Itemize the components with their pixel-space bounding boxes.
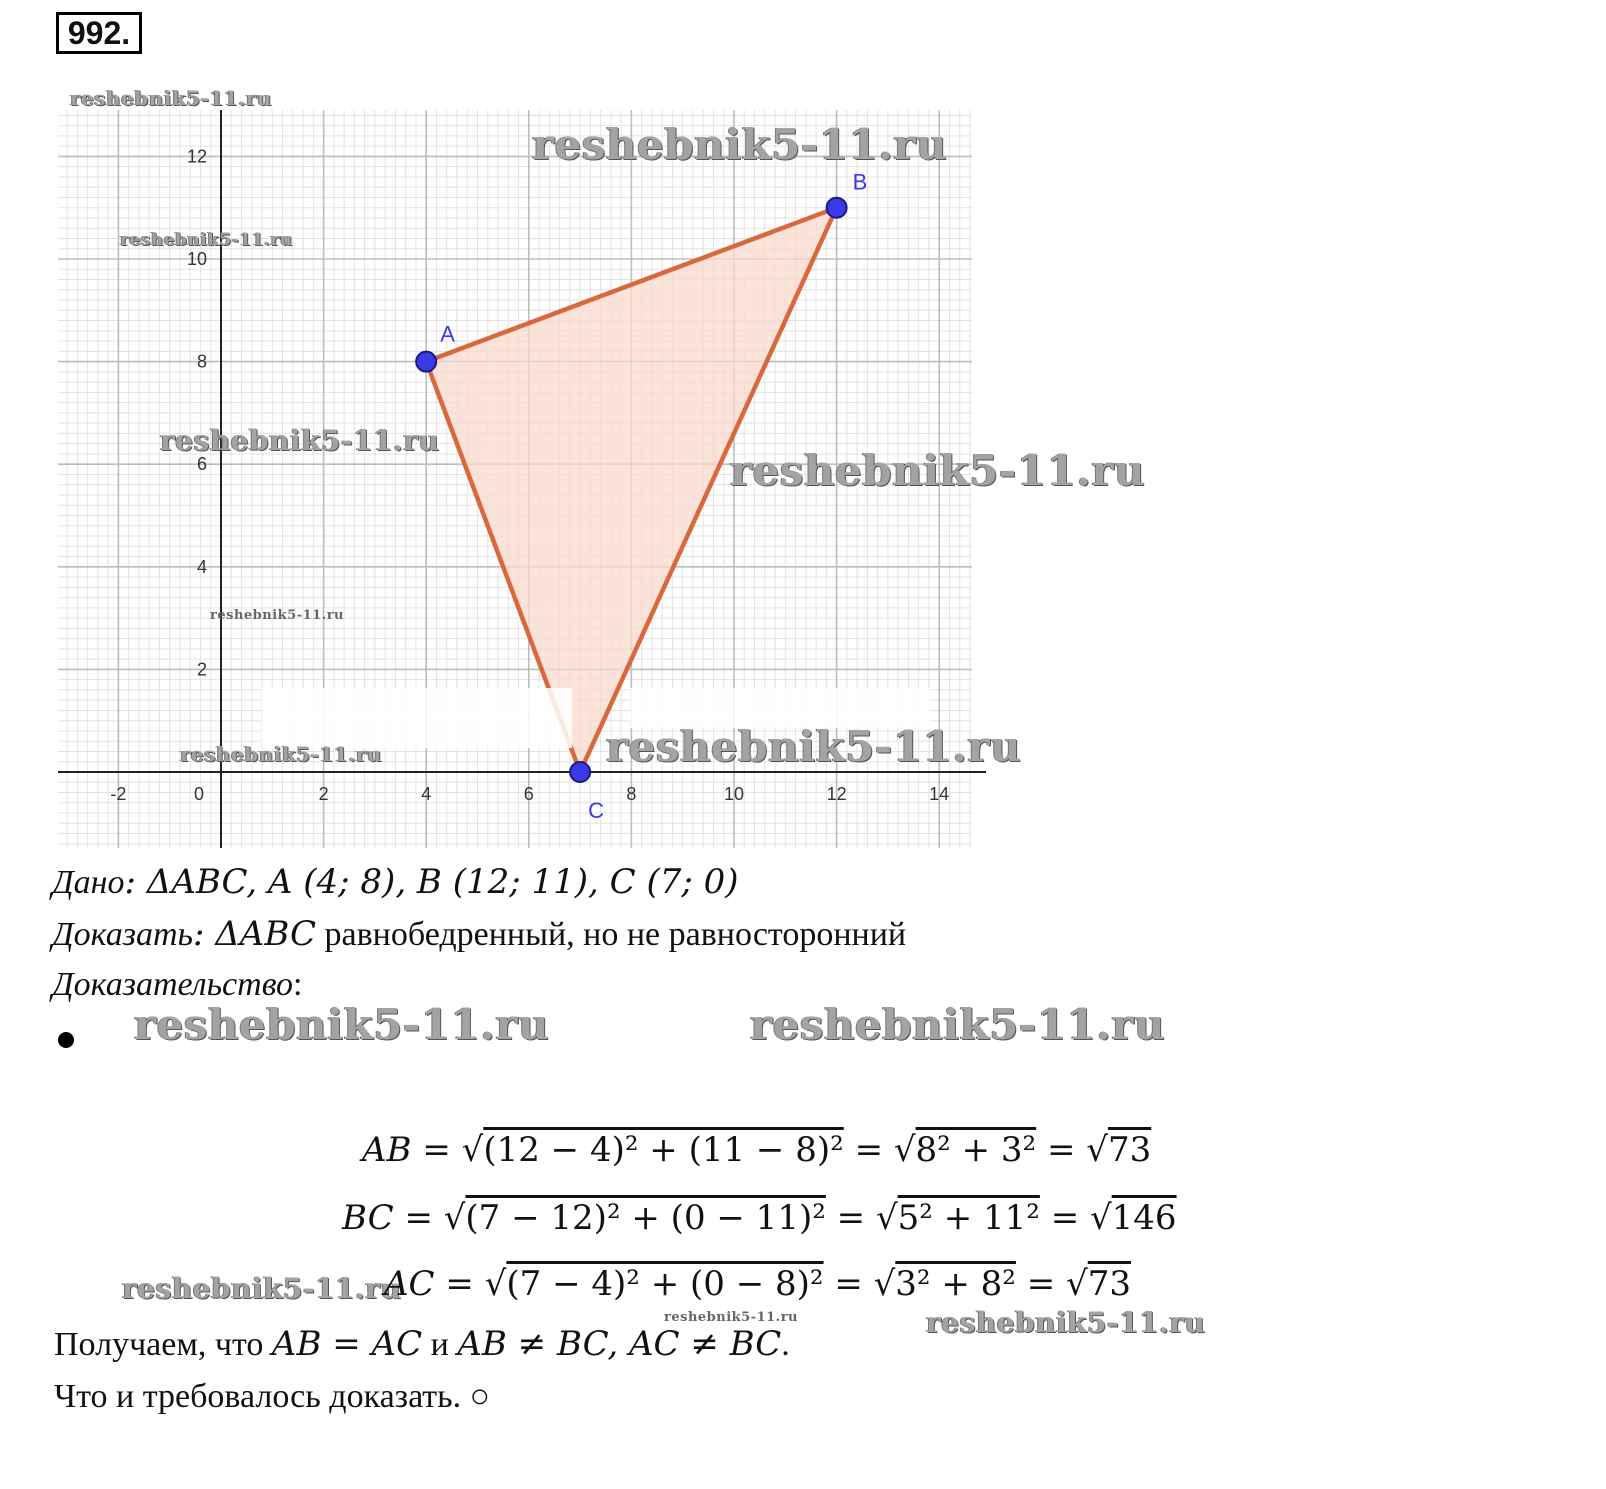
y-tick-label: 6 — [196, 454, 207, 475]
x-tick-label: 10 — [723, 784, 745, 804]
equation-ac: AC = √(7 − 4)² + (0 − 8)² = √3² + 8² = √73 — [384, 1264, 1131, 1304]
watermark: reshebnik5-11.ru — [134, 1000, 550, 1049]
y-tick-label: 4 — [196, 556, 207, 577]
watermark: reshebnik5-11.ru — [532, 120, 948, 169]
point-a — [416, 352, 436, 372]
watermark: reshebnik5-11.ru — [750, 1000, 1166, 1049]
white-patch — [262, 688, 572, 748]
watermark: reshebnik5-11.ru — [664, 1310, 799, 1325]
eq-result: 73 — [1107, 1130, 1152, 1170]
x-tick-label: 12 — [826, 784, 847, 804]
watermark: reshebnik5-11.ru — [730, 446, 1146, 495]
prove-math: : ΔABC — [192, 914, 316, 954]
proof-line — [52, 966, 302, 1004]
watermark: reshebnik5-11.ru — [160, 424, 440, 457]
problem-number: 992. — [56, 12, 142, 54]
point-b — [827, 198, 847, 218]
eq-radicand: (12 − 4)² + (11 − 8)² — [483, 1130, 844, 1170]
eq-radicand: 3² + 8² — [895, 1264, 1016, 1304]
x-tick-label: 0 — [193, 784, 205, 804]
proof-label: Доказательство — [52, 966, 294, 1003]
eq-lhs: BC — [342, 1198, 394, 1238]
point-label-a: A — [440, 321, 455, 347]
x-tick-label: 2 — [318, 784, 329, 804]
watermark: reshebnik5-11.ru — [122, 1272, 402, 1305]
point-label-c: C — [588, 798, 604, 823]
point-c — [570, 762, 590, 782]
x-tick-label: 6 — [523, 784, 534, 804]
eq-result: 73 — [1087, 1264, 1131, 1304]
given-line — [52, 862, 739, 902]
prove-line — [52, 914, 906, 954]
x-tick-label: 8 — [626, 784, 637, 804]
eq-radicand: (7 − 12)² + (0 − 11)² — [465, 1198, 826, 1238]
prove-label: Доказать — [52, 916, 193, 953]
x-tick-label: 14 — [929, 784, 950, 804]
x-tick-labels — [110, 784, 949, 804]
bullet — [58, 1032, 74, 1048]
watermark: reshebnik5-11.ru — [606, 722, 1022, 771]
eq-lhs: AB — [362, 1130, 412, 1170]
y-tick-label: 12 — [186, 146, 207, 167]
x-tick-label: -2 — [110, 784, 127, 804]
eq-radicand: 8² + 3² — [915, 1130, 1037, 1170]
eq-lhs: AC — [384, 1264, 435, 1304]
x-tick-label: 4 — [421, 784, 432, 804]
equation-ab: AB = √(12 − 4)² + (11 − 8)² = √8² + 3² = √73 — [362, 1130, 1152, 1170]
conclusion-mid: и — [422, 1326, 458, 1363]
watermark: reshebnik5-11.ru — [120, 230, 293, 250]
proof-suffix: : — [293, 966, 303, 1003]
conclusion-prefix: Получаем, что — [54, 1326, 272, 1363]
y-tick-label: 8 — [196, 351, 207, 372]
watermark: reshebnik5-11.ru — [926, 1306, 1206, 1339]
equation-bc: BC = √(7 − 12)² + (0 − 11)² = √5² + 11² = √146 — [342, 1198, 1177, 1238]
given-label: Дано — [52, 864, 125, 901]
watermark: reshebnik5-11.ru — [210, 608, 345, 623]
y-tick-label: 2 — [196, 659, 207, 680]
eq-radicand: (7 − 4)² + (0 − 8)² — [506, 1264, 824, 1304]
watermark: reshebnik5-11.ru — [70, 86, 272, 110]
prove-text: равнобедренный, но не равносторонний — [316, 916, 907, 953]
y-tick-label: 10 — [186, 249, 207, 269]
eq-radicand: 5² + 11² — [897, 1198, 1040, 1238]
given-text: : ΔABC, A (4; 8), B (12; 11), C (7; 0) — [124, 862, 739, 902]
conclusion-line — [54, 1324, 790, 1364]
conclusion-math: AB = AC — [271, 1324, 423, 1364]
watermark: reshebnik5-11.ru — [180, 742, 382, 766]
eq-result: 146 — [1111, 1198, 1177, 1238]
qed-line: Что и требовалось доказать. ○ — [54, 1378, 491, 1415]
point-label-b: B — [852, 169, 868, 195]
conclusion-math: AB ≠ BC, AC ≠ BC — [457, 1324, 782, 1364]
conclusion-end: . — [781, 1326, 790, 1363]
